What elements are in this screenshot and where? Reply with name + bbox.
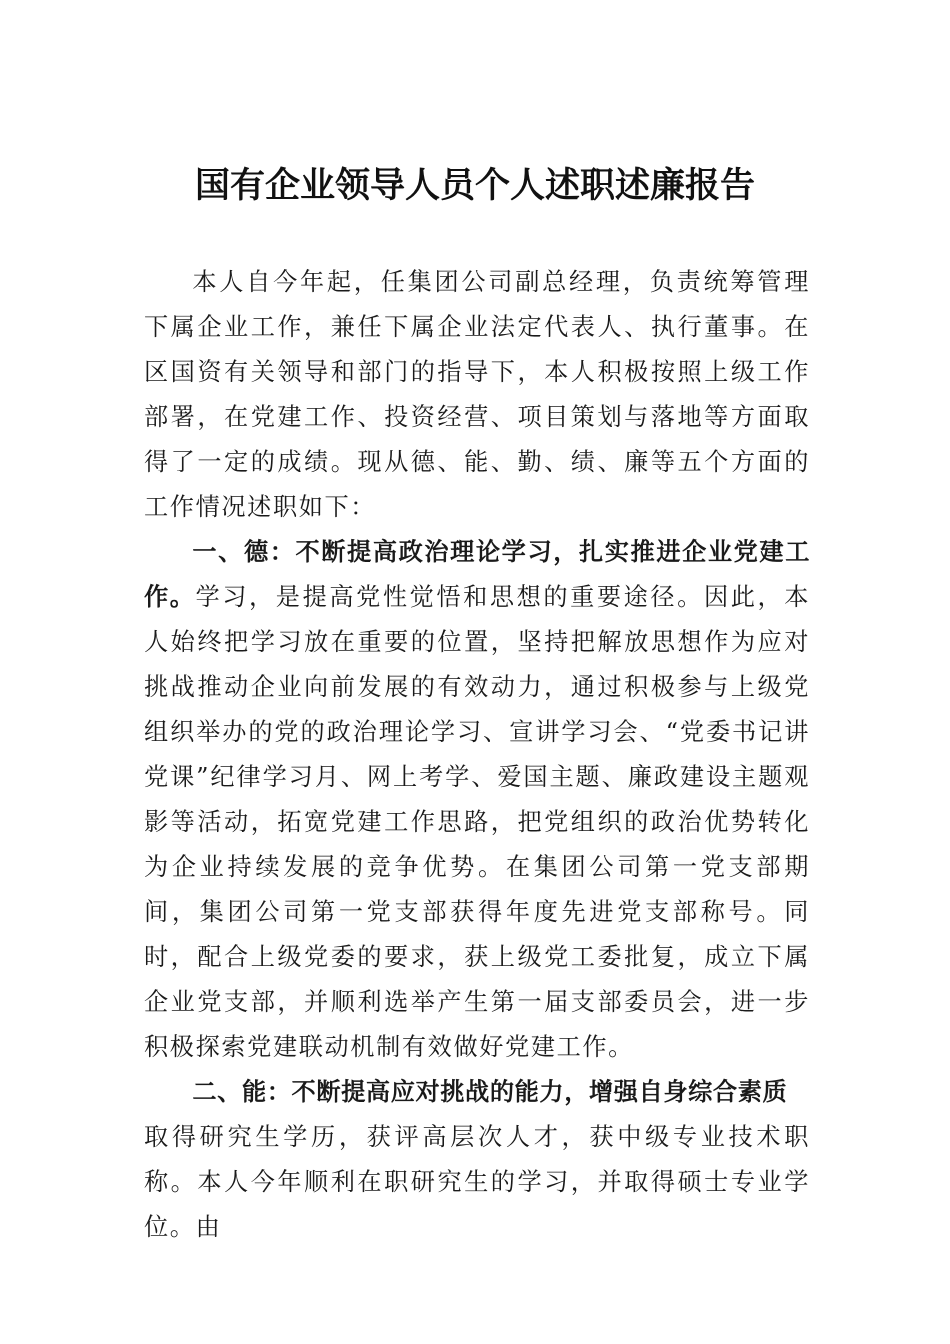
section-1-heading: 一、德：不断提高政治理论学习，扎实推进企业党建工作。 [144,538,810,611]
section-2-text: 取得研究生学历，获评高层次人才，获中级专业技术职称。本人今年顺利在职研究生的学习，并取得硕士专业学位。由 [144,1123,810,1241]
document-body [144,260,810,1250]
section-2-heading-line [144,1070,810,1115]
document-title: 国有企业领导人员个人述职述廉报告 [194,165,755,206]
section-1-text: 学习，是提高党性觉悟和思想的重要途径。因此，本人始终把学习放在重要的位置，坚持把解放思想作为应对挑战推动企业向前发展的有效动力，通过积极参与上级党组织举办的党的政治理论学习、宣讲学习会、“党委书记讲党课”纪律学习月、网上考学、爱国主题、廉政建设主题观影等活动，拓宽党建工作思路，把党组织的政治优势转化为企业持续发展的竞争优势。在集团公司第一党支部期间，集团公司第一党支部获得年度先进党支部称号。同时，配合上级党委的要求，获上级党工委批复，成立下属企业党支部，并顺利选举产生第一届支部委员会，进一步积极探索党建联动机制有效做好党建工作。 [144,583,811,1061]
intro-paragraph: 本人自今年起，任集团公司副总经理，负责统筹管理下属企业工作，兼任下属企业法定代表人、执行董事。在区国资有关领导和部门的指导下，本人积极按照上级工作部署，在党建工作、投资经营、项目策划与落地等方面取得了一定的成绩。现从德、能、勤、绩、廉等五个方面的工作情况述职如下： [144,268,810,521]
section-2-heading: 二、能：不断提高应对挑战的能力，增强自身综合素质 [192,1078,788,1106]
section-1-paragraph [144,530,810,1070]
